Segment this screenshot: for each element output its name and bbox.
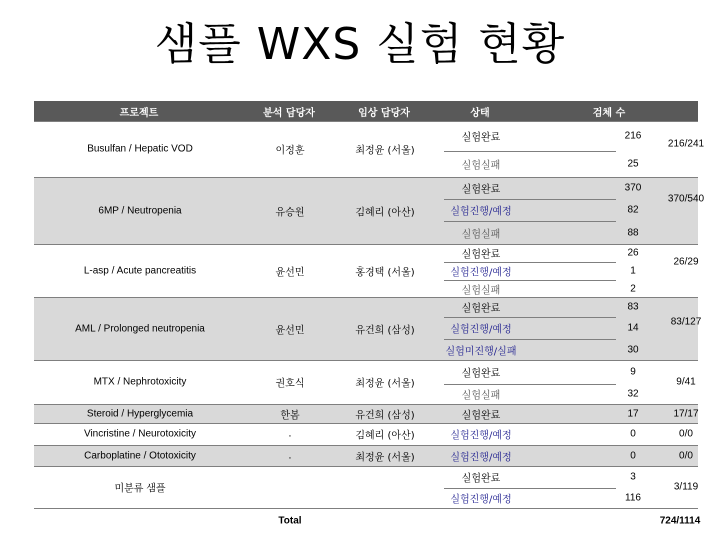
status-label: 실험진행/예정 xyxy=(450,430,512,442)
completion-ratio: 83/127 xyxy=(670,316,702,328)
project-name: Vincristine / Neurotoxicity xyxy=(83,428,197,440)
row-divider xyxy=(34,297,698,298)
status-divider xyxy=(444,488,616,489)
status-label: 실험완료 xyxy=(461,410,501,421)
status-label: 실험진행/예정 xyxy=(450,267,512,279)
status-count: 9 xyxy=(630,366,636,378)
analyst-name: . xyxy=(288,450,292,461)
status-count: 32 xyxy=(627,388,639,400)
status-divider xyxy=(444,317,616,318)
status-divider xyxy=(444,221,616,222)
status-label: 실험실패 xyxy=(461,160,501,172)
status-label: 실험완료 xyxy=(461,303,501,315)
status-count: 2 xyxy=(630,283,636,294)
clinician-name: 홍경택 (서울) xyxy=(355,267,415,278)
status-label: 실험실패 xyxy=(461,285,501,296)
clinician-name: 김혜리 (아산) xyxy=(355,430,415,442)
project-name: Carboplatine / Ototoxicity xyxy=(84,450,196,461)
header-clinician: 임상 담당자 xyxy=(358,108,410,119)
project-name: Steroid / Hyperglycemia xyxy=(86,408,194,419)
status-label: 실험완료 xyxy=(461,368,501,380)
completion-ratio: 9/41 xyxy=(676,376,696,388)
analyst-name: 유승원 xyxy=(275,207,305,218)
row-divider xyxy=(34,508,698,509)
status-divider xyxy=(444,339,616,340)
header-analyst: 분석 담당자 xyxy=(263,108,315,119)
completion-ratio: 26/29 xyxy=(673,256,699,268)
status-count: 17 xyxy=(627,408,639,419)
completion-ratio: 3/119 xyxy=(673,481,699,493)
status-divider xyxy=(444,199,616,200)
sample-status-table xyxy=(34,101,705,531)
header-project: 프로젝트 xyxy=(119,108,159,119)
status-label: 실험미진행/실패 xyxy=(445,346,517,357)
status-count: 30 xyxy=(627,344,639,355)
clinician-name: 최정윤 (서울) xyxy=(355,452,415,463)
header-count: 검체 수 xyxy=(592,108,626,119)
completion-ratio: 0/0 xyxy=(679,428,693,440)
status-label: 실험완료 xyxy=(461,184,501,196)
status-count: 0 xyxy=(630,428,636,440)
row-divider xyxy=(34,445,698,446)
clinician-name: 최정윤 (서울) xyxy=(355,378,415,390)
page-title: 샘플 WXS 실험 현황 xyxy=(154,19,566,70)
project-name: 미분류 샘플 xyxy=(114,483,166,495)
status-label: 실험완료 xyxy=(461,132,501,144)
status-count: 216 xyxy=(624,130,642,142)
project-name: L-asp / Acute pancreatitis xyxy=(83,265,197,276)
row-divider xyxy=(34,423,698,424)
status-count: 83 xyxy=(627,301,639,313)
row-divider xyxy=(34,466,698,467)
status-label: 실험완료 xyxy=(461,473,501,485)
header-status: 상태 xyxy=(470,108,490,119)
status-label: 실험실패 xyxy=(461,390,501,402)
table-header xyxy=(34,101,698,121)
status-count: 116 xyxy=(625,492,641,504)
row-divider xyxy=(34,404,698,405)
status-count: 82 xyxy=(627,204,639,216)
clinician-name: 최정윤 (서울) xyxy=(355,145,415,157)
completion-ratio: 17/17 xyxy=(673,408,699,420)
row-divider xyxy=(34,121,698,122)
completion-ratio: 216/241 xyxy=(667,138,705,150)
clinician-name: 유건희 (삼성) xyxy=(355,325,415,336)
status-count: 370 xyxy=(624,182,642,194)
completion-ratio: 370/540 xyxy=(667,193,705,205)
project-name: Busulfan / Hepatic VOD xyxy=(87,143,193,155)
completion-ratio: 0/0 xyxy=(679,450,693,462)
status-label: 실험진행/예정 xyxy=(450,452,512,463)
analyst-name: . xyxy=(288,428,292,440)
status-count: 1 xyxy=(630,265,636,277)
project-name: 6MP / Neutropenia xyxy=(98,205,182,216)
total-value: 724/1114 xyxy=(659,515,701,527)
clinician-name: 유건희 (삼성) xyxy=(355,410,415,421)
analyst-name: 이정훈 xyxy=(275,145,305,157)
analyst-name: 윤선민 xyxy=(275,267,305,278)
status-count: 0 xyxy=(630,450,636,461)
project-name: MTX / Nephrotoxicity xyxy=(93,376,187,388)
status-label: 실험진행/예정 xyxy=(450,324,512,336)
status-count: 26 xyxy=(627,247,639,259)
status-label: 실험진행/예정 xyxy=(450,494,512,506)
project-name: AML / Prolonged neutropenia xyxy=(75,323,205,334)
row-divider xyxy=(34,177,698,178)
row-divider xyxy=(34,244,698,245)
status-count: 88 xyxy=(627,227,639,238)
row-divider xyxy=(34,360,698,361)
status-label: 실험진행/예정 xyxy=(450,206,512,218)
analyst-name: 윤선민 xyxy=(275,325,305,336)
status-count: 25 xyxy=(627,158,639,170)
analyst-name: 한봄 xyxy=(280,410,300,421)
status-label: 실험실패 xyxy=(461,229,501,240)
status-count: 14 xyxy=(627,322,639,334)
analyst-name: 권호식 xyxy=(275,378,305,390)
status-divider xyxy=(444,151,616,152)
total-label: Total xyxy=(278,515,302,527)
status-divider xyxy=(444,384,616,385)
status-count: 3 xyxy=(630,471,636,483)
status-label: 실험완료 xyxy=(461,249,501,261)
clinician-name: 김혜리 (아산) xyxy=(355,207,415,218)
